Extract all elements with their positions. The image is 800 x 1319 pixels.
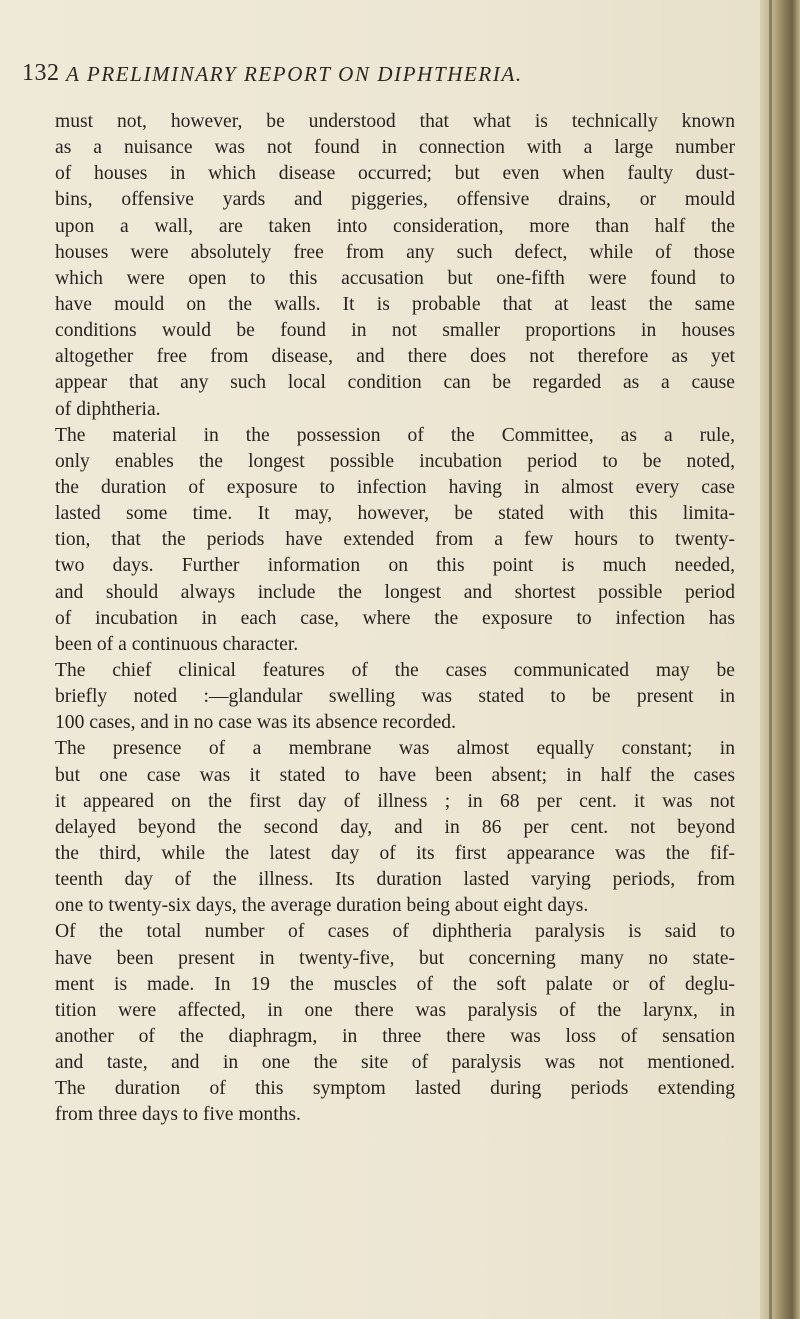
text-line: have mould on the walls. It is probable that at least the same bbox=[55, 293, 735, 315]
text-line: have been present in twenty-five, but concerning many no state- bbox=[55, 947, 735, 969]
text-line: houses were absolutely free from any such defect, while of those bbox=[55, 241, 735, 263]
text-line: delayed beyond the second day, and in 86 per cent. not beyond bbox=[55, 816, 735, 838]
book-gutter bbox=[760, 0, 800, 1319]
text-line: briefly noted :—glandular swelling was stated to be present in bbox=[55, 686, 735, 708]
text-line: two days. Further information on this point is much needed, bbox=[55, 555, 735, 577]
page-edge bbox=[769, 0, 772, 1319]
text-line: and should always include the longest and shortest possible period bbox=[55, 581, 735, 603]
text-line: one to twenty-six days, the average duration being about eight days. bbox=[55, 895, 589, 917]
text-line: of houses in which disease occurred; but even when faulty dust- bbox=[55, 163, 735, 185]
text-line: The material in the possession of the Committee, as a rule, bbox=[55, 424, 735, 446]
text-line: another of the diaphragm, in three there was loss of sensation bbox=[55, 1025, 735, 1047]
text-line: as a nuisance was not found in connection with a large number bbox=[55, 137, 735, 159]
text-line: must not, however, be understood that what is technically known bbox=[55, 111, 735, 132]
text-line: conditions would be found in not smaller proportions in houses bbox=[55, 320, 735, 342]
text-line: only enables the longest possible incubation period to be noted, bbox=[55, 450, 735, 472]
text-line: been of a continuous character. bbox=[55, 633, 299, 655]
text-line: The duration of this symptom lasted during periods extending bbox=[55, 1078, 735, 1100]
text-line: of incubation in each case, where the exposure to infection has bbox=[55, 607, 735, 629]
text-line: altogether free from disease, and there does not therefore as yet bbox=[55, 346, 735, 368]
text-line: The chief clinical features of the cases communicated may be bbox=[55, 659, 735, 681]
text-line: The presence of a membrane was almost equally constant; in bbox=[55, 738, 735, 760]
text-line: the duration of exposure to infection having in almost every case bbox=[55, 476, 735, 498]
text-line: upon a wall, are taken into consideration, more than half the bbox=[55, 215, 735, 237]
page-header bbox=[22, 60, 742, 90]
text-line: tion, that the periods have extended from a few hours to twenty- bbox=[55, 529, 735, 551]
text-line: and taste, and in one the site of paralysis was not mentioned. bbox=[55, 1052, 735, 1074]
text-line: but one case was it stated to have been absent; in half the cases bbox=[55, 764, 735, 786]
text-line: ment is made. In 19 the muscles of the soft palate or of deglu- bbox=[55, 973, 735, 995]
text-line: which were open to this accusation but one-fifth were found to bbox=[55, 267, 735, 289]
text-line: appear that any such local condition can be regarded as a cause bbox=[55, 372, 735, 394]
text-line: from three days to five months. bbox=[55, 1104, 301, 1126]
page-number: 132 bbox=[22, 60, 60, 86]
running-head: A PRELIMINARY REPORT ON DIPHTHERIA. bbox=[66, 62, 523, 86]
text-line: lasted some time. It may, however, be stated with this limita- bbox=[55, 503, 735, 525]
text-line: it appeared on the first day of illness ; in 68 per cent. it was not bbox=[55, 790, 735, 812]
body-text bbox=[55, 109, 735, 1128]
text-line: the third, while the latest day of its first appearance was the fif- bbox=[55, 842, 735, 864]
text-line: of diphtheria. bbox=[55, 398, 161, 420]
text-line: 100 cases, and in no case was its absence recorded. bbox=[55, 712, 456, 734]
text-line: tition were affected, in one there was paralysis of the larynx, in bbox=[55, 999, 735, 1021]
text-line: teenth day of the illness. Its duration lasted varying periods, from bbox=[55, 869, 735, 891]
text-line: Of the total number of cases of diphtheria paralysis is said to bbox=[55, 921, 735, 943]
text-line: bins, offensive yards and piggeries, offensive drains, or mould bbox=[55, 189, 735, 211]
